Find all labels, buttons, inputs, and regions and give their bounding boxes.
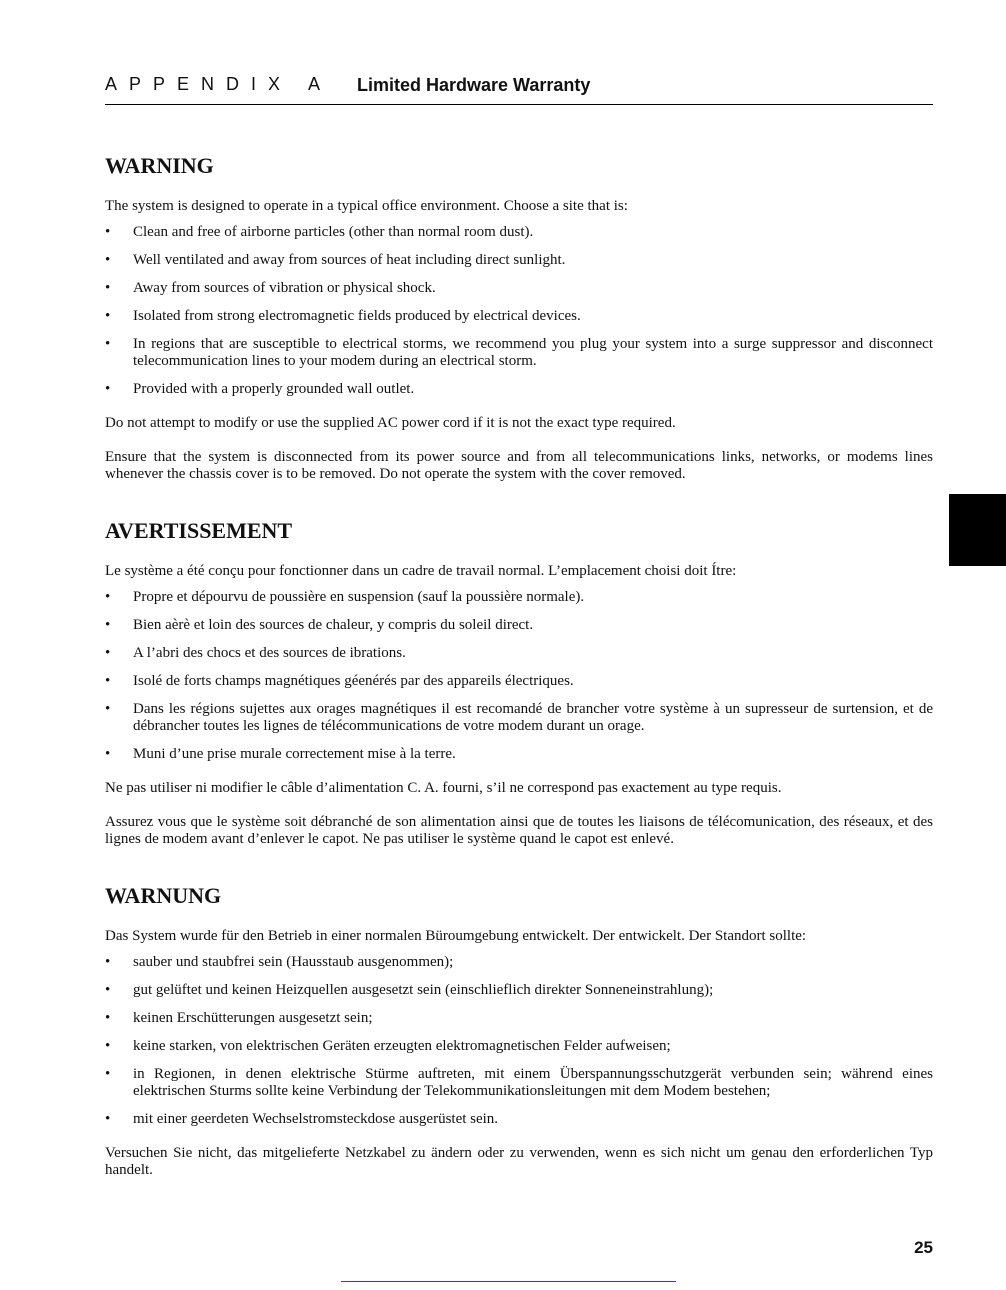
section-intro: The system is designed to operate in a typical office environment. Choose a site that is: [105,198,628,214]
list-item [105,381,933,398]
bullet-list [105,954,933,1128]
list-item-text: gut gelüftet und keinen Heizquellen ausgesetzt sein (einschlieflich direkter Sonneneinstrahlung); [133,982,714,998]
bullet-icon: • [105,645,111,661]
list-item [105,746,933,763]
bullet-icon: • [105,1038,111,1054]
bullet-icon: • [105,982,111,998]
list-item [105,645,933,662]
section-warning-english [105,152,933,483]
bullet-icon: • [105,589,111,605]
list-item-text: Dans les régions sujettes aux orages magnétiques il est recomandé de brancher votre système à un supresseur de surtension, et de débrancher toutes les lignes de télécommunications de votre modem durant un orage. [133,701,933,734]
section-heading: WARNING [105,153,214,178]
bullet-icon: • [105,1066,111,1082]
chapter-tab-marker [949,494,1006,566]
page-content [105,152,933,1179]
list-item-text: Clean and free of airborne particles (other than normal room dust). [133,224,534,240]
list-item-text: Propre et dépourvu de poussière en suspension (sauf la poussière normale). [133,589,585,605]
page-number: 25 [914,1238,933,1257]
body-paragraph: Ne pas utiliser ni modifier le câble d’alimentation C. A. fourni, s’il ne correspond pas exactement au type requis. [105,780,782,796]
list-item [105,1066,933,1100]
list-item [105,1038,933,1055]
list-item-text: keinen Erschütterungen ausgesetzt sein; [133,1010,373,1026]
bullet-icon: • [105,1010,111,1026]
bullet-icon: • [105,336,111,352]
bullet-icon: • [105,381,111,397]
list-item [105,336,933,370]
bullet-icon: • [105,673,111,689]
running-header [105,74,933,105]
header-title: Limited Hardware Warranty [357,75,591,95]
section-heading: WARNUNG [105,883,222,908]
appendix-label: APPENDIX A [105,74,333,94]
section-heading: AVERTISSEMENT [105,518,293,543]
bullet-icon: • [105,280,111,296]
list-item [105,954,933,971]
list-item-text: In regions that are susceptible to electrical storms, we recommend you plug your system into a surge suppressor and disconnect telecommunication lines to your modem during an electrical storm. [133,336,933,369]
list-item [105,224,933,241]
list-item [105,252,933,269]
body-paragraph: Ensure that the system is disconnected from its power source and from all telecommunications links, networks, or modems lines whenever the chassis cover is to be removed. Do not operate the system with the cover removed. [105,449,933,482]
bullet-icon: • [105,308,111,324]
list-item-text: Isolé de forts champs magnétiques géenérés par des appareils électriques. [133,673,574,689]
body-paragraph: Assurez vous que le système soit débranché de son alimentation ainsi que de toutes les liaisons de télécomunication, des réseaux, et des lignes de modem avant d’enlever le capot. Ne pas utiliser le système quand le capot est enlevé. [105,814,933,847]
list-item-text: keine starken, von elektrischen Geräten erzeugten elektromagnetischen Felder aufweisen; [133,1038,671,1054]
list-item [105,280,933,297]
bullet-list [105,224,933,398]
list-item-text: sauber und staubfrei sein (Hausstaub ausgenommen); [133,954,454,970]
list-item-text: Muni d’une prise murale correctement mise à la terre. [133,746,456,762]
bullet-icon: • [105,224,111,240]
list-item [105,1010,933,1027]
footer-rule [341,1281,676,1282]
section-intro: Le système a été conçu pour fonctionner dans un cadre de travail normal. L’emplacement choisi doit Ítre: [105,563,737,579]
bullet-icon: • [105,252,111,268]
section-intro: Das System wurde für den Betrieb in einer normalen Büroumgebung entwickelt. Der entwickelt. Der Standort sollte: [105,928,807,944]
list-item-text: Provided with a properly grounded wall outlet. [133,381,415,397]
list-item-text: Bien aèrè et loin des sources de chaleur, y compris du soleil direct. [133,617,534,633]
list-item-text: Isolated from strong electromagnetic fields produced by electrical devices. [133,308,581,324]
list-item [105,673,933,690]
list-item [105,589,933,606]
section-warning-french [105,517,933,848]
list-item [105,617,933,634]
list-item [105,1111,933,1128]
list-item-text: A l’abri des chocs et des sources de ibrations. [133,645,406,661]
list-item [105,701,933,735]
bullet-icon: • [105,746,111,762]
list-item [105,308,933,325]
section-warning-german [105,882,933,1179]
body-paragraph: Versuchen Sie nicht, das mitgelieferte Netzkabel zu ändern oder zu verwenden, wenn es sich nicht um genau den erforderlichen Typ handelt. [105,1145,933,1178]
list-item-text: Well ventilated and away from sources of heat including direct sunlight. [133,252,566,268]
list-item-text: Away from sources of vibration or physical shock. [133,280,436,296]
bullet-list [105,589,933,763]
bullet-icon: • [105,954,111,970]
bullet-icon: • [105,617,111,633]
list-item-text: in Regionen, in denen elektrische Stürme auftreten, mit einem Überspannungsschutzgerät verbunden sein; während eines elektrischen Sturms sollte keine Verbindung der Telekommunikationsleitungen mit dem Modem bestehen; [133,1066,933,1099]
body-paragraph: Do not attempt to modify or use the supplied AC power cord if it is not the exact type required. [105,415,676,431]
list-item [105,982,933,999]
list-item-text: mit einer geerdeten Wechselstromsteckdose ausgerüstet sein. [133,1111,499,1127]
bullet-icon: • [105,701,111,717]
bullet-icon: • [105,1111,111,1127]
